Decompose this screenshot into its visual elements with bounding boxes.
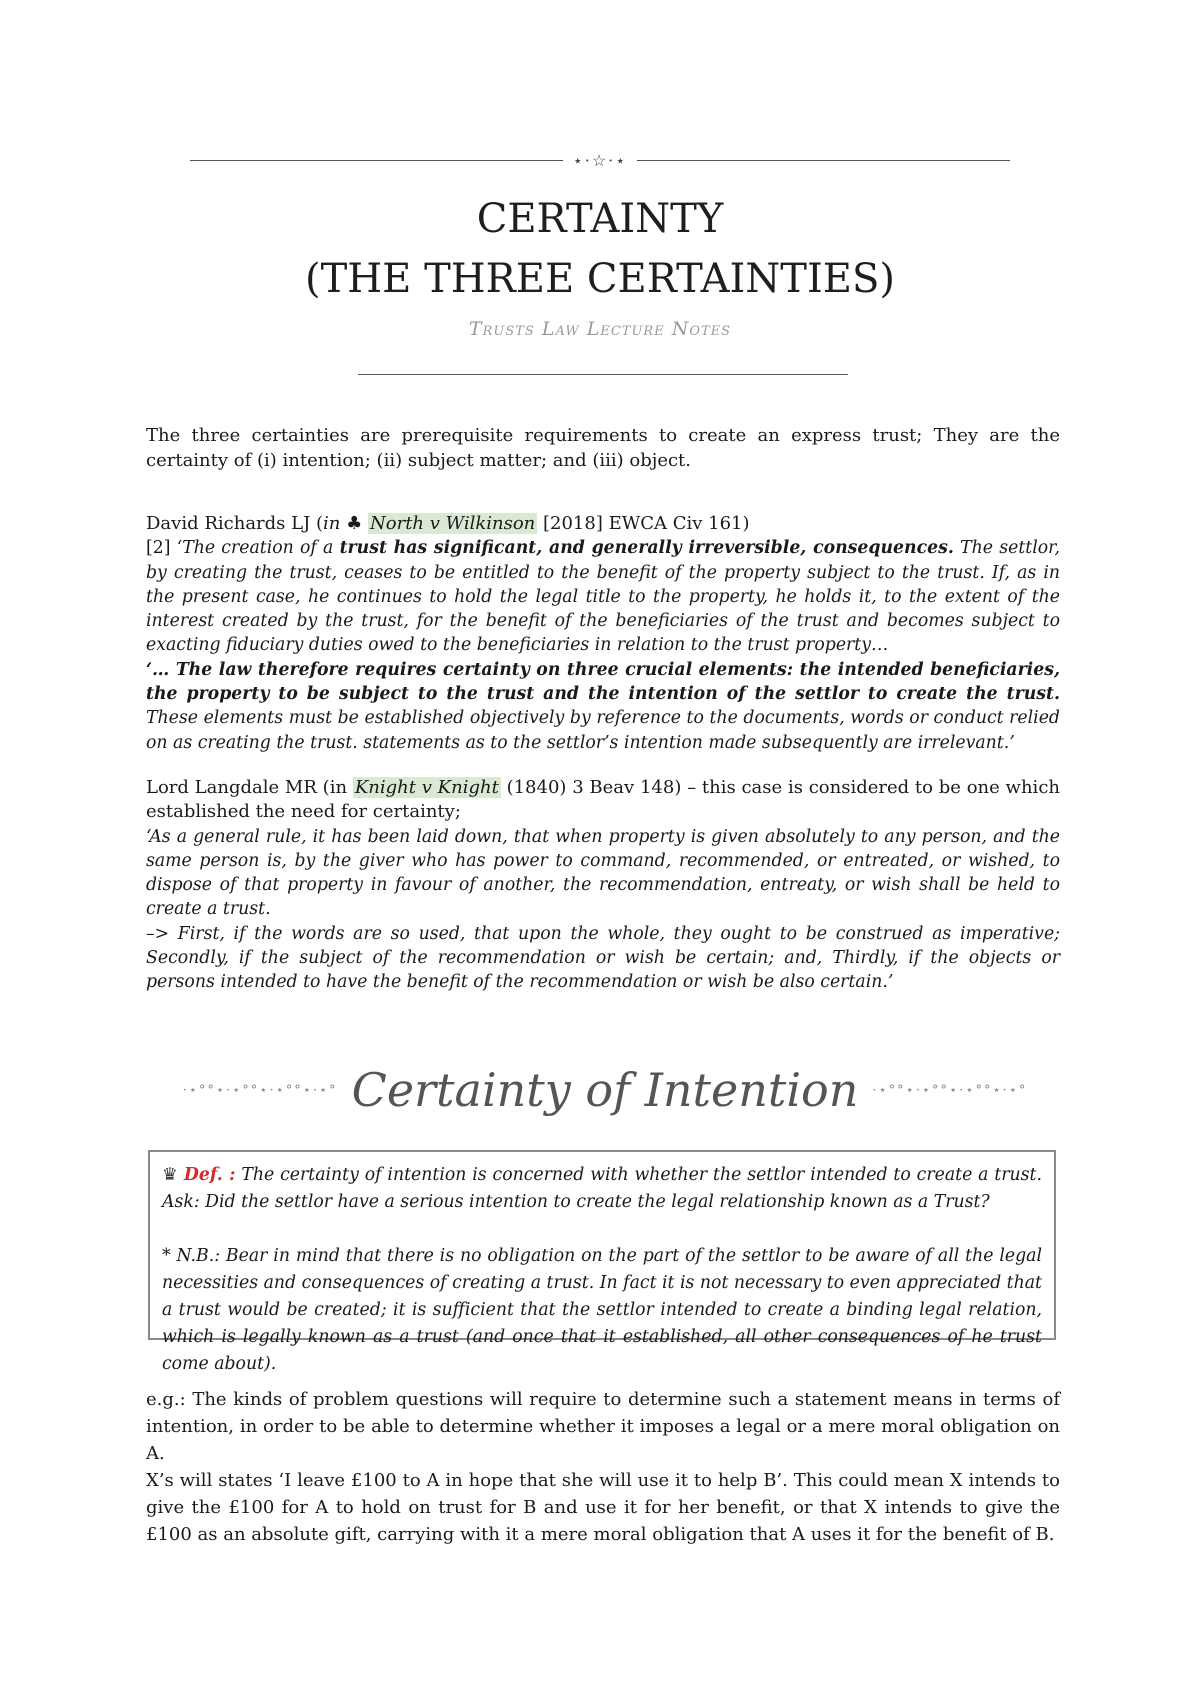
case2-quote-1: ‘As a general rule, it has been laid down, that when property is given absolutely to any person, and the same person is, by the giver who has power to command, recommended, or entreated, or wished, to dispose of that property in favour of another, the recommendation, entreaty, or wish shall be held to create a trust. xyxy=(146,826,1060,920)
case2-name: Knight v Knight xyxy=(354,777,499,798)
ornament-line-left xyxy=(190,160,563,161)
definition-box xyxy=(148,1150,1056,1374)
case1-quote-2 xyxy=(146,658,1060,755)
case1-quote-2a: ‘… The law therefore requires certainty on three crucial elements: the intended beneficiaries, the property to be subject to the trust and the intention of the settlor to create the trust. xyxy=(146,659,1060,705)
case2-quote-2: –> First, if the words are so used, that upon the whole, they ought to be construed as imperative; Secondly, if the subject of the recommendation or wish be certain; and, Thirdly, if the objects or persons intended to have the benefit of the recommendation or wish be also certain.’ xyxy=(146,923,1060,993)
definition-label: Def. : xyxy=(177,1165,236,1185)
intro-text: The three certainties are prerequisite requirements to create an express trust; They are the certainty of (i) intention; (ii) subject matter; and (iii) object. xyxy=(146,425,1060,471)
case2-judge: Lord Langdale MR (in xyxy=(146,777,353,798)
page-subtitle: Trusts Law Lecture Notes xyxy=(468,318,732,340)
case1-para-num: [2] xyxy=(146,538,177,559)
case-knight-v-knight xyxy=(146,776,1060,995)
case1-heading xyxy=(146,512,1060,536)
definition-text: The certainty of intention is concerned with whether the settlor intended to create a trust. Ask: Did the settlor have a serious intention to create the legal relationship known as a Trust? xyxy=(162,1165,1042,1212)
case1-quote-1a: ‘The creation of a xyxy=(176,538,340,559)
case1-judge: David Richards LJ ( xyxy=(146,513,324,534)
case1-name: North v Wilkinson xyxy=(370,513,536,534)
header-ornament xyxy=(190,150,1010,170)
section-ornament-right: ·⋆°°⋆·⋆°°⋆·⋆°°⋆·⋆° xyxy=(872,1082,1028,1098)
ornament-line-right xyxy=(637,160,1010,161)
page-title-line1: CERTAINTY xyxy=(476,196,724,242)
star-ornament-icon: ⋆·☆·⋆ xyxy=(572,150,628,170)
case2-heading xyxy=(146,776,1060,825)
case2-rest: (1840) 3 Beav 148) – this case is considered to be one which established the need for certainty; xyxy=(146,777,1060,823)
case1-quote-1c: The settlor, by creating the trust, ceases to be entitled to the benefit of the property subject to the trust. If, as in the present case, he continues to hold the legal title to the property, he holds it, to the extent of the interest created by the trust, for the benefit of the beneficiaries of the trust and becomes subject to exacting fiduciary duties owed to the beneficiaries in relation to the trust property… xyxy=(146,538,1060,656)
case1-in: in xyxy=(323,513,347,534)
case1-quote-1 xyxy=(146,536,1060,657)
case-north-v-wilkinson xyxy=(146,512,1060,755)
case1-citation: [2018] EWCA Civ 161) xyxy=(537,513,750,534)
example-paragraph-1: e.g.: The kinds of problem questions will require to determine such a statement means in terms of intention, in order to be able to determine whether it imposes a legal or a mere moral obligation on A. xyxy=(146,1389,1060,1464)
crown-icon: ♛ xyxy=(162,1165,178,1185)
intro-paragraph xyxy=(146,424,1060,473)
section-ornament-left: ·⋆°°⋆·⋆°°⋆·⋆°°⋆·⋆° xyxy=(182,1082,338,1098)
section-heading xyxy=(150,1055,1060,1125)
examples-block xyxy=(146,1386,1060,1548)
club-icon: ♣ xyxy=(346,513,363,534)
definition-note: * N.B.: Bear in mind that there is no obligation on the part of the settlor to be aware of all the legal necessities and consequences of creating a trust. In fact it is not necessary to even appreciated that a trust would be created; it is sufficient that the settlor intended to create a binding legal relation, which is legally known as a trust (and once that it established, all other consequences of he trust come about). xyxy=(162,1246,1042,1374)
section-title: Certainty of Intention xyxy=(351,1063,859,1117)
case1-quote-2b: These elements must be established objectively by reference to the documents, words or conduct relied on as creating the trust. statements as to the settlor’s intention made subsequently are irrelevant.’ xyxy=(146,708,1060,753)
example-paragraph-2: X’s will states ‘I leave £100 to A in hope that she will use it to help B’. This could mean X intends to give the £100 for A to hold on trust for B and use it for her benefit, or that X intends to give the £100 as an absolute gift, carrying with it a mere moral obligation that A uses it for the benefit of B. xyxy=(146,1470,1060,1545)
definition-main xyxy=(162,1162,1042,1216)
page-title-line2: (THE THREE CERTAINTIES) xyxy=(305,256,895,302)
header-divider xyxy=(358,374,848,375)
case1-quote-1b: trust has significant, and generally irreversible, consequences. xyxy=(339,538,954,559)
